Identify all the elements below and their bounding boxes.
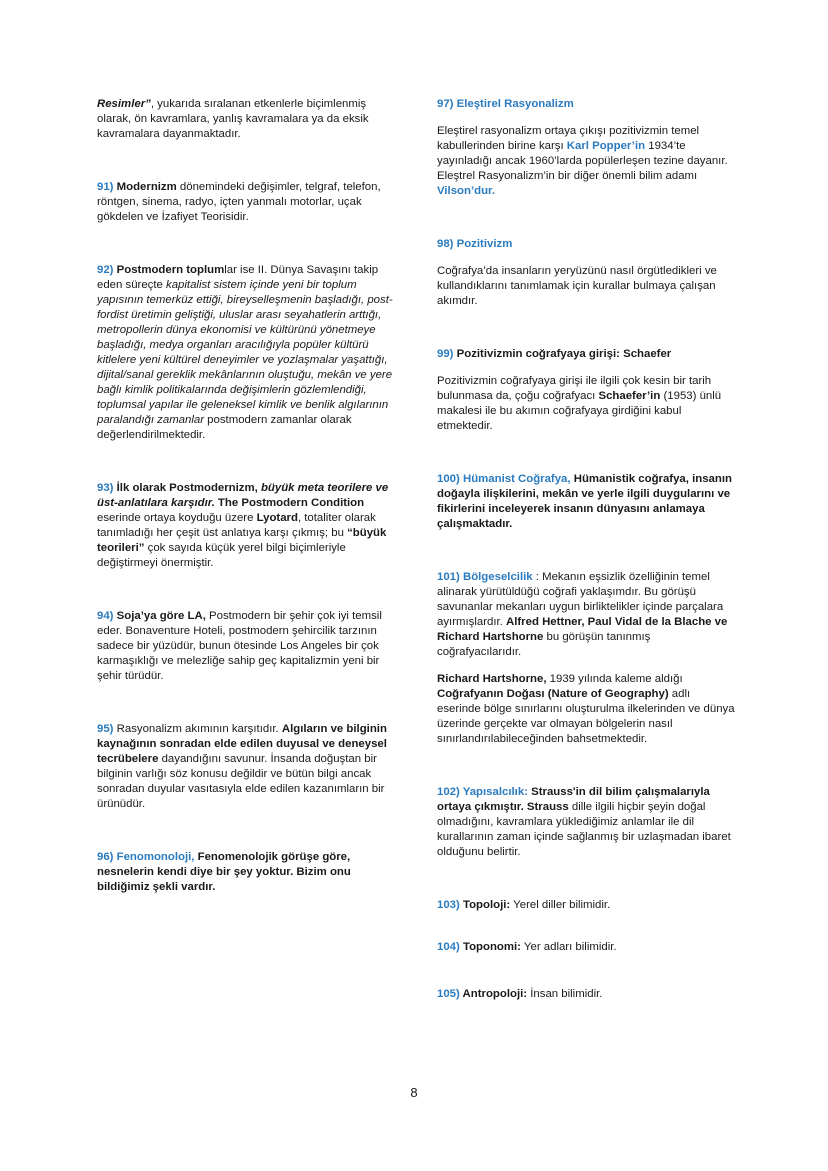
item-number-99: 99) — [437, 348, 454, 360]
text-93-c: çok sayıda küçük yerel bilgi biçimleriyle değiştirmeyi önermiştir. — [97, 542, 346, 569]
term-geographers: Alfred Hettner, Paul Vidal de la Blache ve Richard Hartshorne — [437, 616, 728, 643]
paragraph-101b — [437, 672, 737, 747]
text-102-bold: Strauss'in dil bilim çalışmalarıyla ortaya çıkmıştır. Strauss — [437, 786, 710, 813]
paragraph-102 — [437, 785, 737, 860]
text-96-bold: Fenomenolojik görüşe göre, nesnelerin kendi diye bir şey yoktur. Bizim onu bildiğimiz şekli vardır. — [97, 851, 351, 893]
heading-98: 98) Pozitivizm — [437, 238, 513, 250]
heading-99-text: Pozitivizmin coğrafyaya girişi: Schaefer — [453, 348, 672, 360]
term-schaefer: Schaefer’in — [598, 390, 661, 402]
item-number-96: 96) Fenomonoloji, — [97, 851, 195, 863]
text-103: Yerel diller bilimidir. — [510, 899, 611, 911]
intro-term: Resimler” — [97, 98, 151, 110]
paragraph-105 — [437, 987, 737, 1002]
paragraph-101 — [437, 570, 737, 660]
heading-99 — [437, 347, 737, 362]
paragraph-104 — [437, 940, 737, 955]
name-karl-popper: Karl Popper’in — [566, 140, 646, 152]
text-100-bold: Hümanistik coğrafya, insanın doğayla ilişkilerini, mekân ve yerle ilgili duygularını ve fikirlerini inceleyerek insanın dünyasını anlamaya çalışmaktadır. — [437, 473, 732, 530]
text-93-bold-a: İlk olarak Postmodernizm, — [113, 482, 261, 494]
item-number-91: 91) — [97, 181, 114, 193]
text-92-italic: kapitalist sistem içinde yeni bir toplum yapısının temerküz ettiği, bireyselleşmenin başladığı, post-fordist üretimin geliştiği, uluslar arası seyahatlerin arttığı, metropollerin dünya ekonomisi ve kültürünü yönetmeye başladığı, medya organları aracılığıyla popüler kültürü kitlelere yeni kültürel deneyimler ve yozlaşmalar yaşattığı, dijital/sanal gereklik mekânlarının oluştuğu, mekân ve yere bağlı kimlik politikalarında değişimlerin gözlemlendiği, toplumsal yapılar ile geleneksel kimlik ve benlik algılarının paralandığı zamanlar — [97, 279, 393, 426]
term-postmodern-toplum: Postmodern toplum — [116, 264, 225, 276]
text-91: dönemindeki değişimler, telgraf, telefon, röntgen, sinema, radyo, içten yanmalı motorlar, uçak gökdelen ve İzafiyet Teorisidir. — [97, 181, 381, 223]
item-number-101: 101) Bölgeselcilik — [437, 571, 533, 583]
text-99-a: Pozitivizmin coğrafyaya girişi ile ilgili çok kesin bir tarih bulunmasa da, çoğu coğrafyacı — [437, 375, 712, 402]
text-92-a: lar ise II. Dünya Savaşını takip eden süreçte — [97, 264, 379, 291]
text-95-bold: Algıların ve bilginin kaynağının sonradan elde edilen duyusal ve deneysel tecrübelere — [97, 723, 387, 765]
text-97-a: Eleştirel rasyonalizm ortaya çıkışı pozitivizmin temel kabullerinden birine karşı — [437, 125, 700, 152]
name-vilson: Vilson’dur. — [437, 185, 496, 197]
text-105: İnsan bilimidir. — [527, 988, 603, 1000]
term-soja: Soja’ya göre LA, — [113, 610, 206, 622]
paragraph-96 — [97, 850, 397, 895]
term-hartshorne: Richard Hartshorne, — [437, 673, 547, 685]
term-buyuk-teoriler: “büyük teorileri” — [97, 527, 387, 554]
text-101b-a: 1939 yılında kaleme aldığı — [546, 673, 683, 685]
paragraph-93 — [97, 481, 397, 571]
text-93-bold-italic: büyük meta teorilere ve üst-anlatılara karşıdır. — [97, 482, 389, 509]
text-101-b: bu görüşün tanınmış coğrafyacılarıdır. — [437, 631, 651, 658]
paragraph-94 — [97, 609, 397, 684]
paragraph-103 — [437, 898, 737, 913]
item-number-104: 104) — [437, 941, 460, 953]
text-93-a: eserinde ortaya koyduğu üzere — [97, 512, 257, 524]
paragraph-intro — [97, 97, 397, 142]
item-number-103: 103) — [437, 899, 460, 911]
text-97-b: 1934’te yayınladığı ancak 1960’larda popülerleşen tezine dayanır. Eleştrel Rasyonalizm’in bir diğer önemli bilim adamı — [437, 140, 728, 182]
heading-97: 97) Eleştirel Rasyonalizm — [437, 98, 574, 110]
text-95-b: dayandığını savunur. İnsanda doğuştan bir bilginin varlığı söz konusu değildir ve bütün bilgi ancak sonradan duyular vasıtasıyla elde edilen kazanımların bir ürünüdür. — [97, 753, 385, 810]
text-93-bold-b: The Postmodern Condition — [214, 497, 365, 509]
paragraph-97 — [437, 124, 737, 199]
paragraph-95 — [97, 722, 397, 812]
text-101b-b: adlı eserinde bölge sınırlarını oluşturulma ilkelerinden ve dünya üzerinde gerçekte var olmayan bölgelerin nasıl sınırlandırılabileceğinden bahsetmektedir. — [437, 688, 735, 745]
item-number-94: 94) — [97, 610, 114, 622]
paragraph-99 — [437, 374, 737, 434]
term-antropoloji: Antropoloji: — [459, 988, 528, 1000]
text-99-b: (1953) ünlü makalesi ile bu akımın coğrafyaya girdiğini kabul etmektedir. — [437, 390, 722, 432]
text-102: dille ilgili hiçbir şeyin doğal olmadığını, kavramlara yüklediğimiz anlamlar ile dil kurallarının zaman içinde sağlanmış bir uzlaşmadan ibaret olduğunu belirtir. — [437, 801, 731, 858]
item-number-92: 92) — [97, 264, 114, 276]
item-number-93: 93) — [97, 482, 114, 494]
text-95-a: Rasyonalizm akımının karşıtıdır. — [113, 723, 282, 735]
item-number-102: 102) Yapısalcılık: — [437, 786, 528, 798]
term-topoloji: Topoloji: — [459, 899, 511, 911]
item-number-105: 105) — [437, 988, 460, 1000]
text-104: Yer adları bilimidir. — [520, 941, 617, 953]
term-lyotard: Lyotard — [256, 512, 298, 524]
left-column — [97, 97, 397, 895]
text-101-a: : Mekanın eşsizlik özelliğinin temel alinarak yürütüldüğü coğrafi yaklaşımdır. Bu görüşü savunanlar mekanları uygun birliktelikler içinde parçalara ayırmışlardır. — [437, 571, 724, 628]
text-93-b: , totaliter olarak tanımladığı her çeşit üst anlatıya karşı çıkmış; bu — [97, 512, 376, 539]
text-94: Postmodern bir şehir çok iyi temsil eder. Bonaventure Hoteli, postmodern şehircilik tarzının sadece bir yüzüdür, bunun ötesinde Los Angeles bir çok karmaşıklığı ve melezliğe sahip geç kapitalizmin yeni bir şehir türüdür. — [97, 610, 382, 682]
paragraph-100 — [437, 472, 737, 532]
paragraph-98: Coğrafya’da insanların yeryüzünü nasıl örgütledikleri ve kullandıklarını tanımlamak için kurallar bulmaya çalışan akımdır. — [437, 265, 717, 307]
item-number-100: 100) Hümanist Coğrafya, — [437, 473, 571, 485]
term-nature-of-geography: Coğrafyanın Doğası (Nature of Geography) — [437, 688, 669, 700]
paragraph-91 — [97, 180, 397, 225]
paragraph-92 — [97, 263, 397, 443]
term-toponomi: Toponomi: — [459, 941, 521, 953]
intro-text: , yukarıda sıralanan etkenlerle biçimlenmiş olarak, ön kavramlara, yanlış kavramalara ya da eksik kavramalara dayanmaktadır. — [97, 98, 369, 140]
page-number: 8 — [410, 1085, 418, 1100]
item-number-95: 95) — [97, 723, 114, 735]
right-column — [437, 97, 737, 1002]
text-92-b: postmodern zamanlar olarak değerlendirilmektedir. — [97, 414, 352, 441]
term-modernizm: Modernizm — [116, 181, 177, 193]
